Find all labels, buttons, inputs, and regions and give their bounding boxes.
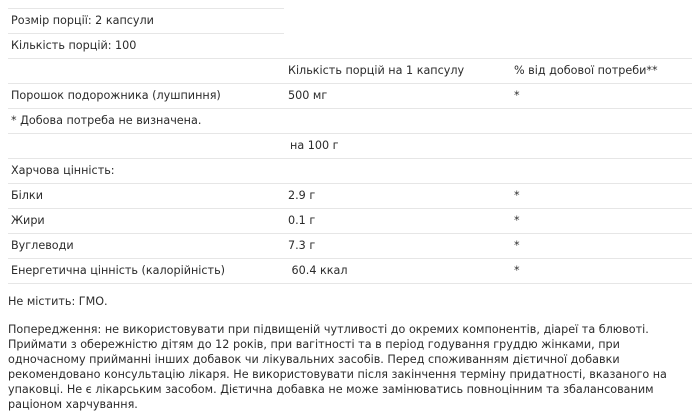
divider	[8, 183, 692, 184]
nutrient-daily-value: *	[514, 189, 520, 202]
divider	[8, 108, 692, 109]
ingredient-name: Порошок подорожника (лушпиння)	[11, 89, 221, 102]
gmo-statement: Не містить: ГМО.	[8, 295, 108, 308]
divider	[8, 283, 692, 284]
divider	[8, 133, 692, 134]
divider	[8, 58, 692, 59]
divider	[8, 8, 284, 9]
column-header-daily-value: % від добової потреби**	[514, 64, 658, 77]
nutrient-name: Жири	[11, 214, 45, 227]
ingredient-amount: 500 мг	[288, 89, 328, 102]
serving-size: Розмір порції: 2 капсули	[11, 14, 154, 27]
divider	[8, 208, 692, 209]
nutrient-amount: 0.1 г	[288, 214, 316, 227]
divider	[8, 83, 692, 84]
nutrient-daily-value: *	[514, 239, 520, 252]
divider	[8, 258, 692, 259]
nutrient-name: Енергетична цінність (калорійність)	[11, 264, 226, 277]
divider	[8, 158, 692, 159]
per-100g-label: на 100 г	[290, 139, 339, 152]
nutrient-daily-value: *	[514, 264, 520, 277]
servings-count: Кількість порцій: 100	[11, 39, 137, 52]
divider	[8, 33, 284, 34]
divider	[8, 233, 692, 234]
nutrient-daily-value: *	[514, 214, 520, 227]
nutrition-title: Харчова цінність:	[11, 164, 115, 177]
daily-value-note: * Добова потреба не визначена.	[11, 114, 202, 127]
ingredient-daily-value: *	[514, 89, 520, 102]
nutrient-amount: 2.9 г	[288, 189, 316, 202]
nutrient-name: Білки	[11, 189, 43, 202]
nutrient-amount: 7.3 г	[288, 239, 316, 252]
warning-text: Попередження: не використовувати при підвищеній чутливості до окремих компонентів, діареї та блювоті. Приймати з обережністю дітям до 12 років, при вагітності та в період годування груддю жінками, при одночасному прийманні інших добавок чи лікувальних засобів. Перед споживанням дієтичної добавки рекомендовано консультацію лікаря. Не використовувати після закінчення терміну придатності, вказаного на упаковці. Не є лікарським засобом. Дієтична добавка не може замінюватись повноцінним та збалансованим раціоном харчування.	[8, 323, 667, 411]
nutrient-name: Вуглеводи	[11, 239, 74, 252]
column-header-amount: Кількість порцій на 1 капсулу	[288, 64, 465, 77]
nutrient-amount: 60.4 ккал	[288, 264, 348, 277]
